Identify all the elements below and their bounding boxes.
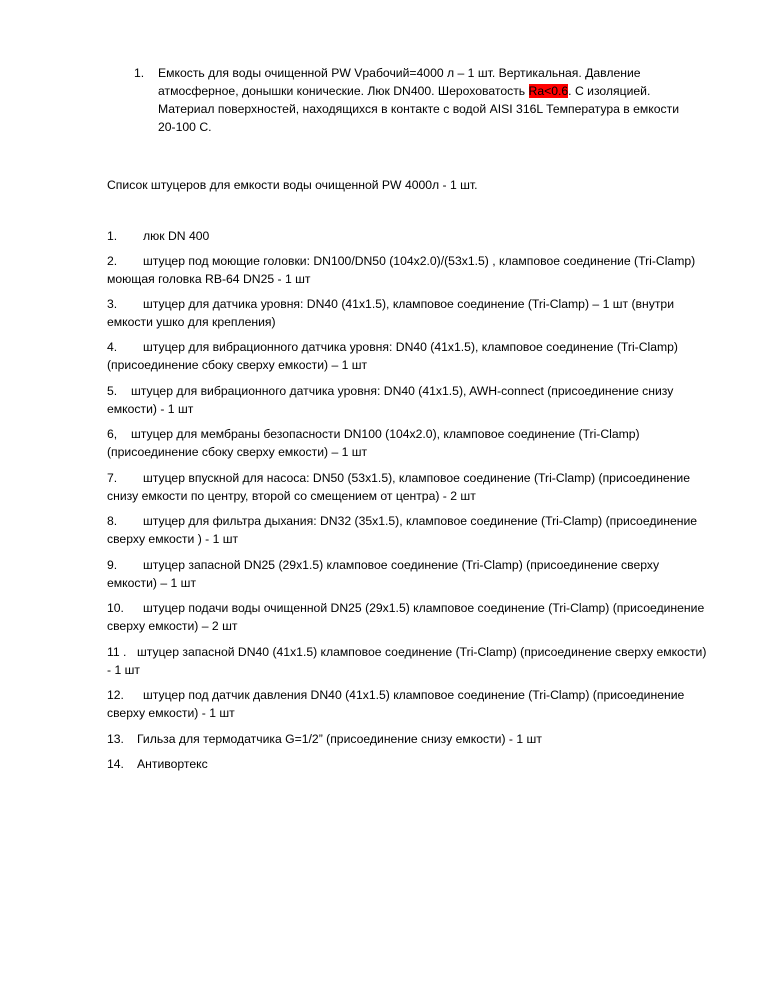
item-number: 14.: [107, 757, 124, 771]
list-item: [107, 469, 707, 505]
list-item: [107, 227, 707, 245]
list-item: [107, 755, 707, 773]
list-item: [107, 295, 707, 331]
spec-number: 1.: [134, 66, 145, 80]
item-text: штуцер под датчик давления DN40 (41x1.5) кламповое соединение (Tri-Clamp) (присоединение сверху емкости) - 1 шт: [107, 688, 685, 720]
item-number: 8.: [107, 514, 118, 528]
tank-specification: [134, 64, 694, 136]
list-item: [107, 425, 707, 461]
item-text: штуцер под моющие головки: DN100/DN50 (104x2.0)/(53x1.5) , кламповое соединение (Tri-Clamp) моющая головка RB-64 DN25 - 1 шт: [107, 254, 696, 286]
item-text: штуцер для фильтра дыхания: DN32 (35x1.5), кламповое соединение (Tri-Clamp) (присоединение сверху емкости ) - 1 шт: [107, 514, 698, 546]
item-text: Гильза для термодатчика G=1/2” (присоединение снизу емкости) - 1 шт: [137, 732, 542, 746]
item-number: 2.: [107, 254, 118, 268]
item-number: 10.: [107, 601, 124, 615]
item-number: 11 .: [107, 645, 127, 659]
list-item: [107, 338, 707, 374]
spec-text: [158, 64, 694, 136]
item-number: 7.: [107, 471, 118, 485]
list-item: [107, 686, 707, 722]
item-text: штуцер для вибрационного датчика уровня: DN40 (41x1.5), AWH-connect (присоединение снизу емкости) - 1 шт: [107, 384, 674, 416]
list-item: [107, 730, 707, 748]
spec-text-before: Емкость для воды очищенной PW Vрабочий=4000 л – 1 шт. Вертикальная. Давление атмосферное, донышки конические. Люк DN400. Шероховатость: [158, 66, 641, 98]
list-item: [107, 556, 707, 592]
item-text: Антивортекс: [137, 757, 208, 771]
item-text: штуцер для вибрационного датчика уровня: DN40 (41x1.5), кламповое соединение (Tri-Clamp) (присоединение сбоку сверху емкости) – 1 шт: [107, 340, 678, 372]
item-number: 4.: [107, 340, 118, 354]
fittings-list-title: Список штуцеров для емкости воды очищенной PW 4000л - 1 шт.: [107, 178, 478, 192]
item-number: 13.: [107, 732, 124, 746]
item-text: штуцер подачи воды очищенной DN25 (29x1.5) кламповое соединение (Tri-Clamp) (присоединение сверху емкости) – 2 шт: [107, 601, 705, 633]
item-text: люк DN 400: [143, 229, 210, 243]
item-text: штуцер запасной DN25 (29x1.5) кламповое соединение (Tri-Clamp) (присоединение сверху емкости) – 1 шт: [107, 558, 660, 590]
item-number: 9.: [107, 558, 118, 572]
list-item: [107, 512, 707, 548]
list-item: [107, 599, 707, 635]
item-number: 1.: [107, 229, 118, 243]
item-number: 3.: [107, 297, 118, 311]
list-item: [107, 252, 707, 288]
list-item: [107, 382, 707, 418]
spec-text-after: . С изоляцией. Материал поверхностей, находящихся в контакте с водой AISI 316L Температура в емкости 20-100 С.: [158, 84, 680, 134]
item-number: 12.: [107, 688, 124, 702]
item-number: 6,: [107, 427, 118, 441]
roughness-highlight: Ra<0.6: [528, 84, 569, 98]
item-text: штуцер для мембраны безопасности DN100 (104x2.0), кламповое соединение (Tri-Clamp) (присоединение сбоку сверху емкости) – 1 шт: [107, 427, 640, 459]
item-text: штуцер запасной DN40 (41x1.5) кламповое соединение (Tri-Clamp) (присоединение сверху емкости) - 1 шт: [107, 645, 707, 677]
item-number: 5.: [107, 384, 118, 398]
item-text: штуцер впускной для насоса: DN50 (53x1.5), кламповое соединение (Tri-Clamp) (присоединение снизу емкости по центру, второй со смещением от центра) - 2 шт: [107, 471, 691, 503]
list-item: [107, 643, 707, 679]
item-text: штуцер для датчика уровня: DN40 (41x1.5), кламповое соединение (Tri-Clamp) – 1 шт (внутри емкости ушко для крепления): [107, 297, 675, 329]
